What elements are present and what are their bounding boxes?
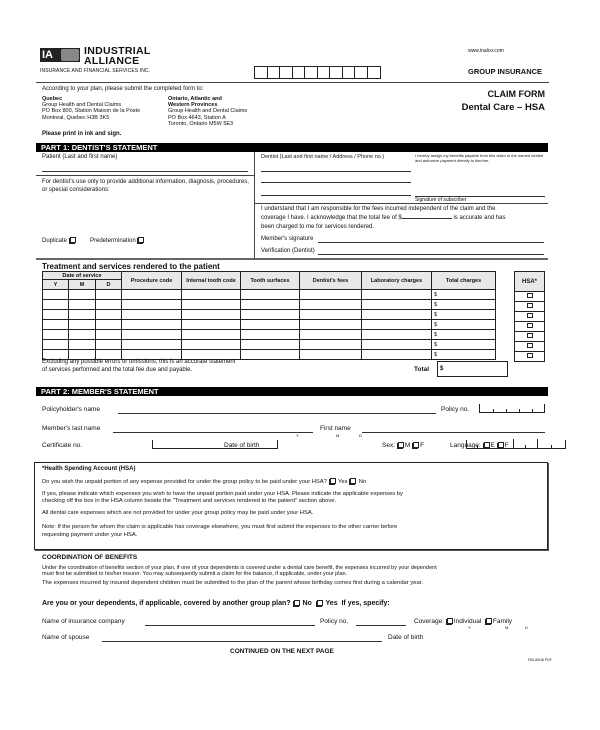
col-total-charges: Total charges [432,272,496,290]
total-charge-cell[interactable]: $ [432,340,496,350]
cob-policy-no-field[interactable] [356,625,406,626]
language-selector: Language: E F [450,442,509,449]
total-charge-cell[interactable]: $ [432,310,496,320]
print-note: Please print in ink and sign. [42,131,122,137]
total-amount-field[interactable]: $ [437,361,508,377]
hsa-checkbox[interactable] [527,303,533,308]
total-label: Total [414,366,430,373]
predetermination-option[interactable]: Predetermination [90,237,145,244]
treatment-disclaimer: Excluding any possible errors or omissions, this is an accurate statement of services performed and the total fee due and payable. [42,359,236,373]
patient-name-field[interactable] [42,171,248,172]
treatment-title: Treatment and services rendered to the patient [42,262,220,271]
company-subtitle: INSURANCE AND FINANCIAL SERVICES INC. [40,68,151,74]
insurance-company-label: Name of insurance company [42,618,125,625]
col-internal-tooth-code: Internal tooth code [182,272,241,290]
col-dentists-fees: Dentist's fees [300,272,362,290]
group-insurance-label: GROUP INSURANCE [468,67,543,76]
ontario-address: Ontario, Atlantic and Western Provinces Group Health and Dental Claims PO Box 4643, Station A Toronto, Ontario M5W 5E3 [168,96,248,127]
dentist-field-3[interactable] [261,195,411,196]
policyholder-label: Policyholder's name [42,406,100,413]
hsa-column-table [514,271,545,362]
hsa-checkbox[interactable] [527,343,533,348]
col-tooth-surfaces: Tooth surfaces [241,272,300,290]
verification-label: Verification (Dentist) [261,248,315,254]
col-hsa: HSA* [515,272,545,292]
submit-intro: According to your plan, please submit the completed form to: [42,86,204,92]
dob-month-label: M [336,433,340,438]
assign-benefits-text: I hereby assign my benefits payable from this claim to the named dentist and authorize payment directly to him/her. [415,153,544,163]
total-charge-cell[interactable]: $ [432,320,496,330]
col-laboratory-charges: Laboratory charges [362,272,432,290]
website-url: www.inalco.com [468,48,504,54]
duplicate-checkbox[interactable] [70,237,76,243]
claim-form-title: CLAIM FORM [487,89,545,99]
total-charge-cell[interactable]: $ [432,290,496,300]
certificate-label: Certificate no. [42,442,83,449]
other-plan-no-checkbox[interactable] [294,600,300,606]
first-name-label: First name [320,425,351,432]
subscriber-signature-label: Signature of subscriber [415,197,467,203]
spouse-dob-label: Date of birth [388,634,424,641]
patient-label: Patient (Last and first name) [42,154,118,160]
member-signature-field[interactable] [318,242,544,243]
policy-no-label: Policy no. [441,406,470,413]
policy-no-field[interactable] [479,404,545,413]
divider [36,258,548,260]
dob-year-label: Y [296,433,299,438]
dob-label: Date of birth [224,442,260,449]
col-day: D [96,280,122,290]
logo-wave-icon [61,49,79,61]
table-row[interactable] [43,340,496,350]
hsa-checkbox[interactable] [527,293,533,298]
logo-mark: IA [40,48,80,62]
spouse-dob-day-label: D [525,625,528,630]
col-month: M [69,280,96,290]
duplicate-option[interactable]: Duplicate [42,237,77,244]
hsa-no-checkbox[interactable] [350,478,356,484]
member-last-name-label: Member's last name [42,425,101,432]
col-date-of-service: Date of service [43,272,122,280]
dentist-use-label: For dentist's use only to provide additional information, diagnosis, procedures, or special considerations: [42,179,249,193]
hsa-eligible-note: All dental care expenses which are not provided for under your group policy may be paid under your HSA. [42,510,314,516]
spouse-field[interactable] [102,641,382,642]
hsa-title: *Health Spending Account (HSA) [42,466,136,472]
total-fee-field[interactable] [402,218,452,219]
hsa-checkbox[interactable] [527,333,533,338]
lang-e-checkbox[interactable] [484,442,490,448]
header-divider [36,82,549,83]
individual-checkbox[interactable] [447,618,453,624]
col-procedure-code: Procedure code [122,272,182,290]
dentist-label: Dentist (Last and first name / Address / Phone no.) [261,154,385,160]
sex-selector: Sex: M F [382,442,425,449]
family-checkbox[interactable] [486,618,492,624]
sex-m-checkbox[interactable] [398,442,404,448]
policyholder-field[interactable] [118,413,436,414]
hsa-checkbox[interactable] [527,323,533,328]
table-row[interactable] [43,310,496,320]
other-plan-question: Are you or your dependents, if applicable, covered by another group plan? No Yes If yes, specify: [42,600,390,607]
insurance-company-field[interactable] [145,625,315,626]
sex-f-checkbox[interactable] [413,442,419,448]
verification-field[interactable] [318,254,544,255]
member-last-name-field[interactable] [113,432,313,433]
col-year: Y [43,280,69,290]
form-code: F84-60HA PDF [528,658,552,662]
divider [255,203,548,204]
total-charge-cell[interactable]: $ [432,300,496,310]
claim-type: Dental Care – HSA [461,102,545,113]
divider [36,175,255,176]
spouse-dob-month-label: M [505,625,509,630]
total-charge-cell[interactable]: $ [432,350,496,360]
dentist-field-2[interactable] [261,182,411,183]
hsa-checkbox[interactable] [527,313,533,318]
continued-note: CONTINUED ON THE NEXT PAGE [230,648,334,655]
treatment-table [42,271,496,360]
other-plan-yes-checkbox[interactable] [317,600,323,606]
dentist-field-1[interactable] [261,171,411,172]
hsa-question: Do you wish the unpaid portion of any expense provided for under the group policy to be paid under your HSA? Yes No [42,479,367,485]
predetermination-checkbox[interactable] [138,237,144,243]
part1-header: PART 1: DENTIST'S STATEMENT [36,143,548,152]
total-charge-cell[interactable]: $ [432,330,496,340]
member-signature-label: Member's signature [261,236,314,242]
hsa-yes-checkbox[interactable] [330,478,336,484]
coverage-selector: Coverage: Individual Family [414,618,513,625]
hsa-instructions: If yes, please indicate which expenses you wish to have the unpaid portion paid under your HSA. Please indicate the applicable expenses by checking off the box in the HSA column beside the "Treatment and services rendered to the patient" section above. [42,491,403,504]
spouse-dob-year-label: Y [468,625,471,630]
cob-policy-no-label: Policy no. [320,618,349,625]
table-row[interactable] [43,300,496,310]
cob-birthday-rule: The expenses incurred by insured dependent children must be submitted to the plan of the parent whose birthday comes first during a calendar year. [42,580,423,586]
quebec-address: Quebec Group Health and Dental Claims PO Box 800, Station Maison de la Poste Montreal, Quebec H3B 3K5 [42,96,141,121]
hsa-checkbox[interactable] [527,353,533,358]
table-row[interactable] [43,320,496,330]
hsa-coverage-note: Note: If the person for whom the claim is applicable has coverage elsewhere, you must first submit the expenses to the other carrier before requesting payment under your HSA. [42,524,398,538]
cob-title: COORDINATION OF BENEFITS [42,554,138,561]
part2-header: PART 2: MEMBER'S STATEMENT [36,387,548,396]
table-row[interactable] [43,330,496,340]
dob-day-label: D [359,433,362,438]
spouse-label: Name of spouse [42,634,90,641]
lang-f-checkbox[interactable] [498,442,504,448]
first-name-field[interactable] [362,432,545,433]
table-row[interactable] [43,290,496,300]
company-name: INDUSTRIAL ALLIANCE [84,45,151,67]
responsibility-statement: I understand that I am responsible for the fees incurred independent of the claim and the coverage I have. I acknowledge that the total fee of $ is accurate and has been charged to me for services rendered. [261,206,506,230]
cob-text: Under the coordination of benefits section of your plan, if one of your dependents is covered under a dental care benefit, the expenses incurred by your dependent must first be submitted to his/her insurer. You may subsequently submit a claim for the balance, if applicable, under your plan. [42,565,437,577]
id-number-boxes[interactable] [254,66,381,79]
